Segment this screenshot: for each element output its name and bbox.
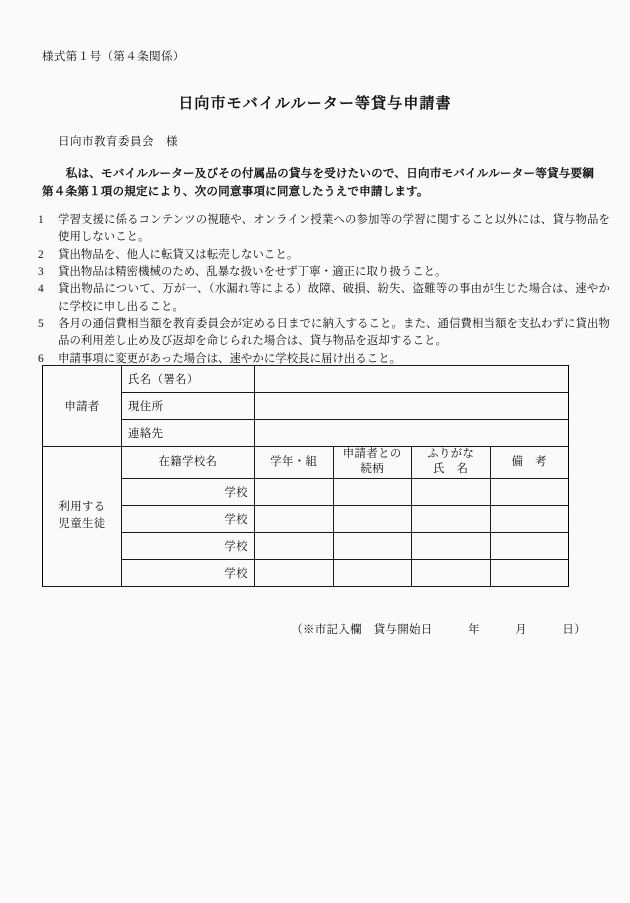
consent-item-text: 貸出物品を、他人に転貸又は転売しないこと。 bbox=[58, 248, 299, 261]
table-row bbox=[43, 559, 569, 586]
applicant-contact-input[interactable] bbox=[255, 420, 569, 447]
column-header-fullname: 氏 名 bbox=[433, 463, 469, 476]
student-grade-input[interactable] bbox=[255, 559, 334, 586]
student-remarks-input[interactable] bbox=[490, 559, 569, 586]
consent-item-text: 貸出物品は精密機械のため、乱暴な扱いをせず丁寧・適正に取り扱うこと。 bbox=[58, 265, 447, 278]
table-row bbox=[43, 393, 569, 420]
page-title: 日向市モバイルルーター等貸与申請書 bbox=[178, 96, 452, 112]
column-header-school: 在籍学校名 bbox=[122, 447, 255, 479]
column-header-grade-class: 学年・組 bbox=[255, 447, 334, 479]
students-section-label bbox=[43, 447, 122, 587]
student-grade-input[interactable] bbox=[255, 505, 334, 532]
consent-item-number: 1 bbox=[38, 214, 44, 226]
applicant-address-input[interactable] bbox=[255, 393, 569, 420]
table-row bbox=[43, 532, 569, 559]
consent-item-text: 各月の通信費相当額を教育委員会が定める日までに納入すること。また、通信費相当額を支払わずに貸出物品の利用差し止め及び返却を命じられた場合は、貸与物品を返却すること。 bbox=[58, 317, 610, 348]
consent-item-number: 5 bbox=[38, 317, 44, 330]
table-row bbox=[43, 478, 569, 505]
student-relation-input[interactable] bbox=[333, 559, 412, 586]
student-remarks-input[interactable] bbox=[490, 532, 569, 559]
addressee-line: 日向市教育委員会 様 bbox=[58, 136, 178, 148]
applicant-address-label: 現住所 bbox=[122, 393, 255, 420]
column-header-remarks: 備 考 bbox=[490, 447, 569, 479]
consent-item bbox=[34, 247, 610, 264]
student-grade-input[interactable] bbox=[255, 478, 334, 505]
form-number: 様式第１号（第４条関係） bbox=[42, 51, 185, 63]
consent-item-number: 4 bbox=[38, 283, 44, 296]
application-form-table bbox=[42, 365, 569, 587]
column-header-furigana: ふりがな bbox=[427, 448, 475, 460]
student-grade-input[interactable] bbox=[255, 532, 334, 559]
applicant-name-input[interactable] bbox=[255, 366, 569, 393]
table-row bbox=[43, 420, 569, 447]
column-header-relation bbox=[333, 447, 412, 479]
applicant-contact-label: 連絡先 bbox=[122, 420, 255, 447]
column-header-name bbox=[412, 447, 491, 479]
consent-item-number: 3 bbox=[38, 265, 44, 278]
consent-item-number: 6 bbox=[38, 352, 44, 365]
consent-item-text: 学習支援に係るコンテンツの視聴や、オンライン授業への参加等の学習に関すること以外には、貸与物品を使用しないこと。 bbox=[58, 214, 610, 244]
student-name-input[interactable] bbox=[412, 478, 491, 505]
table-row bbox=[43, 366, 569, 393]
student-school-input[interactable]: 学校 bbox=[122, 532, 255, 559]
student-remarks-input[interactable] bbox=[490, 505, 569, 532]
consent-item-text: 貸出物品について、万が一、（水漏れ等による）故障、破損、紛失、盗難等の事由が生じた場合は、速やかに学校に申し出ること。 bbox=[58, 283, 610, 313]
city-use-only-note: （※市記入欄 貸与開始日 年 月 日） bbox=[291, 624, 586, 636]
student-remarks-input[interactable] bbox=[490, 478, 569, 505]
table-row bbox=[43, 505, 569, 532]
consent-item-number: 2 bbox=[38, 248, 44, 261]
student-name-input[interactable] bbox=[412, 559, 491, 586]
student-school-input[interactable]: 学校 bbox=[122, 559, 255, 586]
column-header-relation-line1: 申請者との bbox=[342, 448, 402, 460]
consent-item bbox=[34, 212, 610, 247]
table-header-row bbox=[43, 447, 569, 479]
consent-items-list bbox=[34, 212, 610, 368]
student-school-input[interactable]: 学校 bbox=[122, 505, 255, 532]
consent-item bbox=[34, 264, 610, 281]
student-school-input[interactable]: 学校 bbox=[122, 478, 255, 505]
students-label-line2: 児童生徒 bbox=[58, 518, 106, 531]
intro-paragraph: 私は、モバイルルーター及びその付属品の貸与を受けたいので、日向市モバイルルーター等貸与要綱第４条第１項の規定により、次の同意事項に同意したうえで申請します。 bbox=[42, 167, 594, 198]
consent-item bbox=[34, 316, 610, 351]
applicant-section-label: 申請者 bbox=[43, 366, 122, 447]
consent-item bbox=[34, 281, 610, 316]
applicant-name-label: 氏名（署名） bbox=[122, 366, 255, 393]
students-label-line1: 利用する bbox=[58, 501, 106, 514]
student-relation-input[interactable] bbox=[333, 532, 412, 559]
student-relation-input[interactable] bbox=[333, 478, 412, 505]
student-name-input[interactable] bbox=[412, 505, 491, 532]
column-header-relation-line2: 続柄 bbox=[360, 463, 385, 476]
student-name-input[interactable] bbox=[412, 532, 491, 559]
student-relation-input[interactable] bbox=[333, 505, 412, 532]
consent-item-text: 申請事項に変更があった場合は、速やかに学校長に届け出ること。 bbox=[58, 352, 402, 365]
